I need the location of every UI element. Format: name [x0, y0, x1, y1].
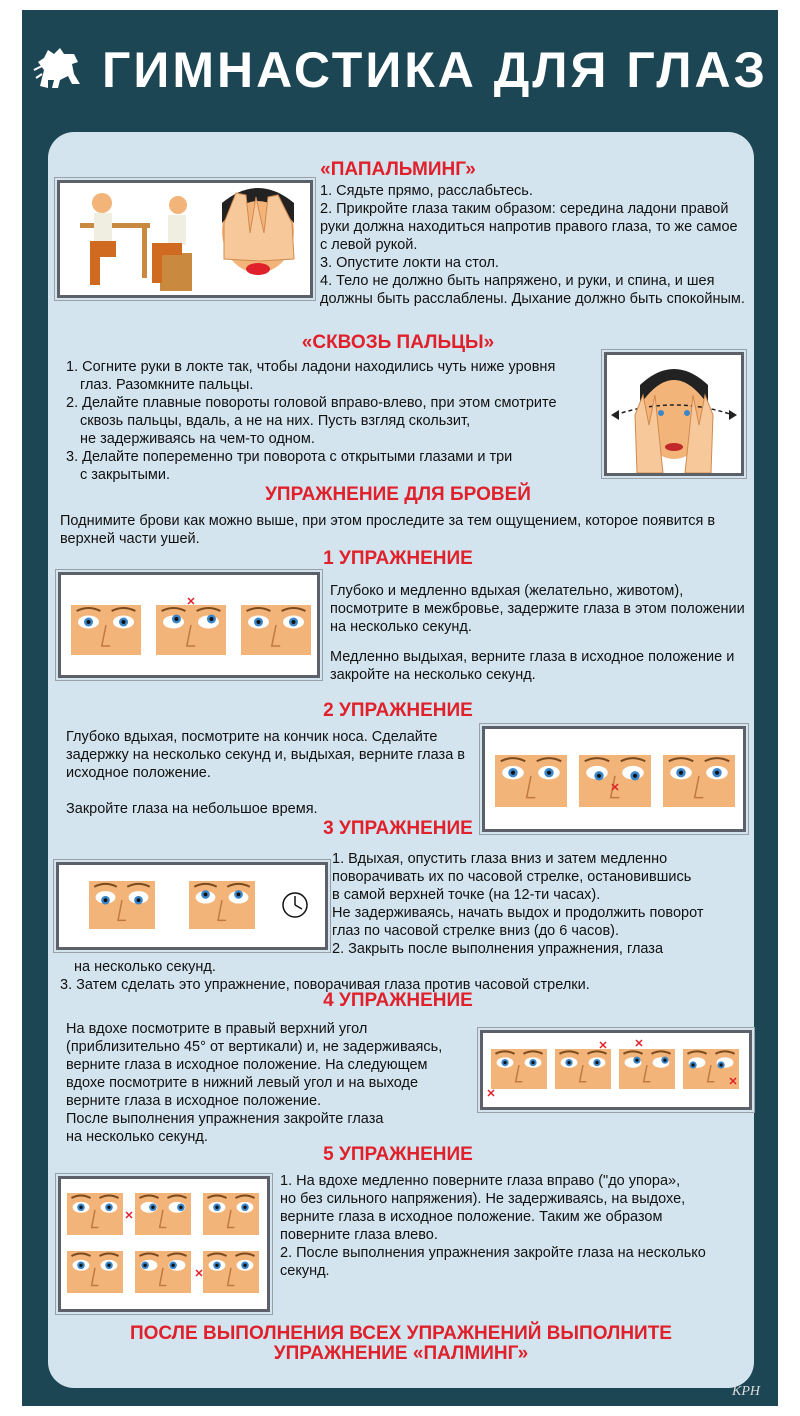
eye-face-icon [663, 755, 735, 807]
eye-face-icon [67, 1193, 123, 1235]
palming-step-3: 3. Опустите локти на стол. [320, 255, 499, 271]
ex4-faces [483, 1033, 749, 1107]
fingers-steps [66, 358, 606, 484]
fingers-line-1: 1. Согните руки в локте так, чтобы ладони находились чуть ниже уровня [66, 359, 556, 375]
poster [22, 10, 778, 1406]
ex5-line-6: секунд. [280, 1263, 330, 1279]
eye-face-icon [203, 1251, 259, 1293]
ex4-heading: 4 УПРАЖНЕНИЕ [323, 990, 473, 1011]
brows-heading: УПРАЖНЕНИЕ ДЛЯ БРОВЕЙ [265, 484, 531, 505]
palming-illustration [57, 180, 313, 298]
palming-steps [320, 182, 745, 308]
ex5-faces [61, 1179, 267, 1309]
eye-face-icon [241, 605, 311, 655]
ex4-line-4: вдохе посмотрите в нижний левый угол и на выходе [66, 1075, 419, 1091]
ex3-line-5: глаз по часовой стрелке вниз (до 6 часов). [332, 923, 619, 939]
ex4-text [66, 1020, 476, 1146]
ex2-text [66, 728, 466, 818]
brows-text: Поднимите брови как можно выше, при этом проследите за тем ощущением, которое появится в верхней части ушей. [60, 513, 716, 547]
ex2-illustration [482, 726, 746, 832]
final-instruction-line-1: ПОСЛЕ ВЫПОЛНЕНИЯ ВСЕХ УПРАЖНЕНИЙ ВЫПОЛНИТЕ [130, 1323, 672, 1344]
eye-face-icon [156, 605, 226, 655]
fingers-illustration [604, 352, 744, 476]
red-cross-mark [488, 1090, 494, 1096]
eye-face-icon [67, 1251, 123, 1293]
ex5-line-3: верните глаза в исходное положение. Таким же образом [280, 1209, 663, 1225]
ex4-line-7: на несколько секунд. [66, 1129, 208, 1145]
ex1-paragraph-1: Глубоко и медленно вдыхая (желательно, животом), посмотрите в межбровье, задержите глаза в этом положении на несколько секунд. [330, 583, 745, 635]
ex3-line-2: поворачивать их по часовой стрелке, остановившись [332, 869, 692, 885]
fingers-line-4: сквозь пальцы, вдаль, а не на них. Пусть взгляд скользит, [80, 413, 471, 429]
fingers-line-3: 2. Делайте плавные повороты головой вправо-влево, при этом смотрите [66, 395, 557, 411]
eye-face-icon [71, 605, 141, 655]
ex4-line-6: После выполнения упражнения закройте глаза [66, 1111, 384, 1127]
fingers-heading: «СКВОЗЬ ПАЛЬЦЫ» [301, 332, 495, 353]
ex5-line-4: поверните глаза влево. [280, 1227, 438, 1243]
ex4-line-3: верните глаза в исходное положение. На следующем [66, 1057, 428, 1073]
fingers-line-7: с закрытыми. [80, 467, 170, 483]
ex3-illustration [56, 862, 328, 950]
red-cross-mark [196, 1270, 202, 1276]
ex4-line-5: верните глаза в исходное положение. [66, 1093, 322, 1109]
ex3-heading: 3 УПРАЖНЕНИЕ [323, 818, 473, 839]
palming-step-2: 2. Прикройте глаза таким образом: середина ладони правой руки должна находиться напротив правого глаза, то же самое с левой рукой. [320, 201, 738, 253]
ex3-line-4: Не задерживаясь, начать выдох и продолжить поворот [332, 905, 704, 921]
ex3-line-6: 2. Закрыть после выполнения упражнения, глаза [332, 941, 664, 957]
final-instruction-line-2: УПРАЖНЕНИЕ «ПАЛМИНГ» [273, 1343, 529, 1364]
palming-heading: «ПАПАЛЬМИНГ» [320, 159, 476, 180]
page-title: ГИМНАСТИКА ДЛЯ ГЛАЗ [102, 42, 768, 98]
ex2-paragraph-1: Глубоко вдыхая, посмотрите на кончик носа. Сделайте задержку на несколько секунд и, выдыхая, верните глаза в исходное положение. [66, 729, 465, 781]
palming-step-1: 1. Сядьте прямо, расслабьтесь. [320, 183, 533, 199]
ex5-text [280, 1172, 750, 1280]
ex3-line-7: на несколько секунд. [74, 959, 216, 975]
ex4-illustration [480, 1030, 752, 1110]
eye-face-icon [491, 1049, 547, 1089]
ex3-line-1: 1. Вдыхая, опустить глаза вниз и затем медленно [332, 851, 668, 867]
eye-face-icon [203, 1193, 259, 1235]
ex2-heading: 2 УПРАЖНЕНИЕ [323, 700, 473, 721]
red-cross-mark [636, 1040, 642, 1046]
content-panel [48, 132, 754, 1388]
ex3-line-8: 3. Затем сделать это упражнение, поворачивая глаза против часовой стрелки. [60, 977, 590, 993]
heraldic-lion-logo [30, 40, 86, 96]
eye-face-icon [89, 881, 155, 929]
eye-face-icon [619, 1049, 675, 1089]
ex3-steps [332, 850, 752, 958]
eye-face-icon [495, 755, 567, 807]
clock-icon [283, 893, 307, 917]
palming-step-4: 4. Тело не должно быть напряжено, и руки, и спина, и шея должны быть расслаблены. Дыхание должно быть спокойным. [320, 273, 745, 307]
artist-signature: КРН [732, 1384, 760, 1399]
fingers-line-6: 3. Делайте попеременно три поворота с открытыми глазами и три [66, 449, 513, 465]
eye-face-icon [135, 1193, 191, 1235]
fingers-line-5: не задерживаясь на чем-то одном. [80, 431, 315, 447]
ex5-illustration [58, 1176, 270, 1312]
fingers-line-2: глаз. Разомкните пальцы. [80, 377, 254, 393]
ex2-faces [485, 729, 743, 829]
fingers-image [607, 355, 741, 473]
ex4-line-1: На вдохе посмотрите в правый верхний угол [66, 1021, 368, 1037]
red-cross-mark [126, 1212, 132, 1218]
final-instruction [68, 1324, 734, 1364]
ex5-line-2: но без сильного напряжения). Не задерживаясь, на выдохе, [280, 1191, 686, 1207]
ex1-faces [61, 575, 317, 675]
ex1-paragraph-2: Медленно выдыхая, верните глаза в исходное положение и закройте на несколько секунд. [330, 649, 735, 683]
eye-face-icon [189, 881, 255, 929]
eye-face-icon [135, 1251, 191, 1293]
eye-face-icon [555, 1049, 611, 1089]
ex2-paragraph-2: Закройте глаза на небольшое время. [66, 801, 318, 817]
ex3-line-3: в самой верхней точке (на 12-ти часах). [332, 887, 601, 903]
ex1-text [330, 582, 750, 684]
ex4-line-2: (приблизительно 45° от вертикали) и, не задерживаясь, [66, 1039, 443, 1055]
ex5-heading: 5 УПРАЖНЕНИЕ [323, 1144, 473, 1165]
eye-face-icon [579, 755, 651, 807]
ex1-illustration [58, 572, 320, 678]
ex5-line-1: 1. На вдохе медленно поверните глаза вправо ("до упора», [280, 1173, 681, 1189]
ex3-faces [59, 865, 325, 947]
ex1-heading: 1 УПРАЖНЕНИЕ [323, 548, 473, 569]
palming-image [60, 183, 310, 295]
red-cross-mark [600, 1042, 606, 1048]
ex5-line-5: 2. После выполнения упражнения закройте глаза на несколько [280, 1245, 706, 1261]
red-cross-mark [188, 598, 194, 604]
